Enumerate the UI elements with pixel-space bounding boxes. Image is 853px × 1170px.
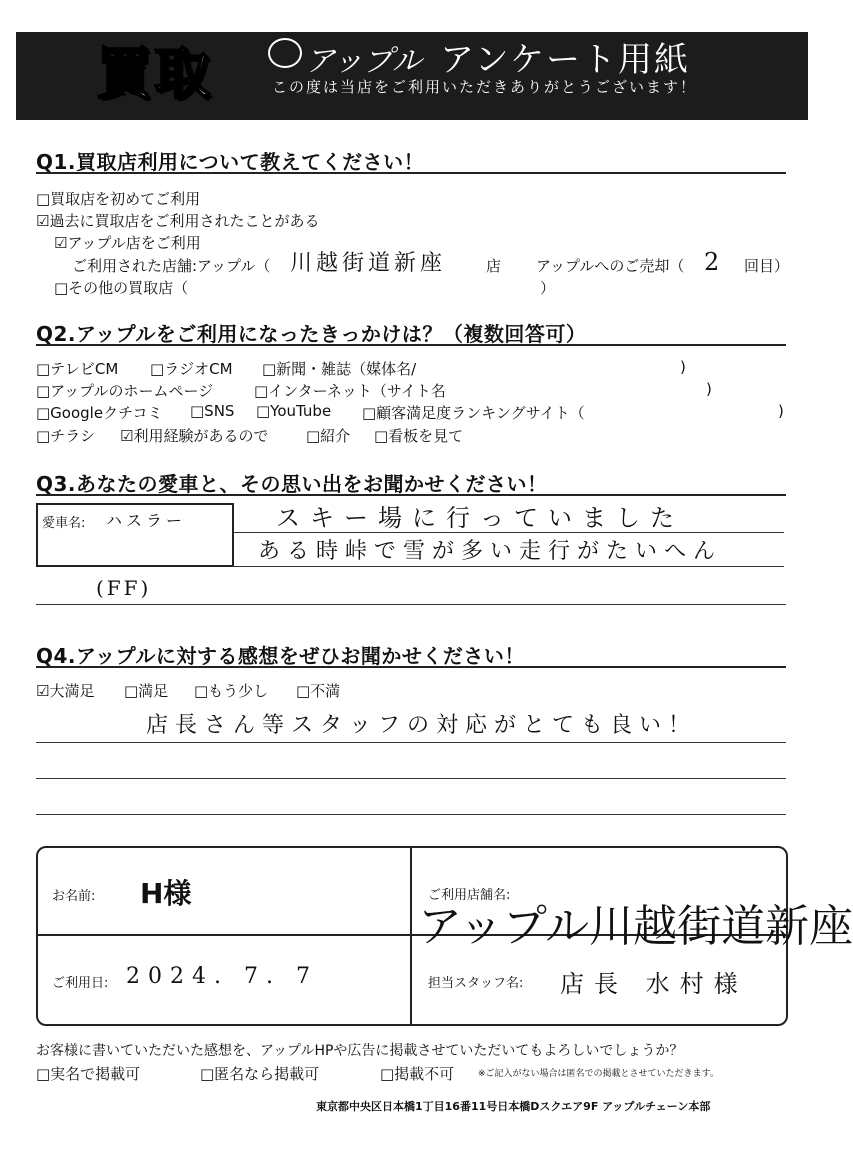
q3-title: Q3.あなたの愛車と、その思い出をお聞かせください！ — [36, 472, 548, 496]
company-address: 東京都中央区日本橋1丁目16番11号日本橋Dスクエア9F アップルチェーン本部 — [316, 1100, 711, 1113]
q2-ranking-close: ) — [778, 402, 784, 420]
q2-option-flyer[interactable]: □チラシ — [36, 427, 96, 445]
q2-option-experience[interactable]: ☑利用経験があるので — [120, 427, 269, 445]
q2-option-google[interactable]: □Googleクチコミ — [36, 404, 163, 422]
q4-divider — [36, 666, 786, 668]
q2-option-radio[interactable]: □ラジオCM — [150, 360, 233, 378]
q2-option-internet[interactable]: □インターネット（サイト名 — [254, 382, 446, 400]
q2-option-homepage[interactable]: □アップルのホームページ — [36, 382, 214, 400]
car-name-label: 愛車名: — [42, 516, 86, 531]
q1-divider — [36, 172, 786, 174]
form-title: アンケート用紙 — [440, 40, 690, 80]
q3-line-2 — [232, 566, 784, 567]
q4-option-satisfied[interactable]: □満足 — [124, 682, 169, 700]
car-name-handwritten[interactable]: ハスラー — [106, 511, 187, 530]
brand-name: アップル — [305, 44, 422, 79]
q2-option-referral[interactable]: □紹介 — [306, 427, 351, 445]
q4-option-a-bit-more[interactable]: □もう少し — [194, 682, 269, 700]
q2-internet-close: ) — [706, 380, 712, 398]
q4-title: Q4.アップルに対する感想をぜひお聞かせください！ — [36, 644, 525, 668]
q1-option-other[interactable]: □その他の買取店（ — [54, 279, 189, 297]
q4-handwritten-comment[interactable]: 店長さん等スタッフの対応がとても良い！ — [146, 713, 698, 738]
staff-name-label: 担当スタッフ名: — [428, 976, 524, 991]
q3-handwritten-line2[interactable]: ある時峠で雪が多い走行がたいへん — [258, 539, 723, 564]
q2-option-sns[interactable]: □SNS — [190, 402, 235, 420]
consent-note: ※ご記入がない場合は匿名での掲載とさせていただきます。 — [478, 1069, 719, 1079]
q3-divider — [36, 494, 786, 496]
q4-line-1 — [36, 742, 786, 743]
q2-option-youtube[interactable]: □YouTube — [256, 402, 332, 420]
q1-count-handwritten[interactable]: 2 — [704, 248, 730, 276]
q1-option-first[interactable]: □買取店を初めてご利用 — [36, 190, 201, 208]
q2-title: Q2.アップルをご利用になったきっかけは？（複数回答可） — [36, 322, 587, 346]
staff-name-value[interactable]: 店長 水村様 — [560, 970, 748, 998]
consent-option-not-allowed[interactable]: □掲載不可 — [380, 1065, 455, 1083]
q2-option-tv[interactable]: □テレビCM — [36, 360, 119, 378]
q2-option-newspaper[interactable]: □新聞・雑誌（媒体名/ — [262, 360, 417, 378]
publish-consent-question: お客様に書いていただいた感想を、アップルHPや広告に掲載させていただいてもよろしいでしょうか？ — [36, 1043, 684, 1059]
q2-option-signboard[interactable]: □看板を見て — [374, 427, 464, 445]
greeting-text: この度は当店をご利用いただきありがとうございます！ — [272, 78, 698, 96]
q1-count-label: アップルへのご売却（ — [536, 257, 685, 275]
q3-line-3 — [36, 604, 786, 605]
visit-date-value[interactable]: 2024. 7. 7 — [126, 964, 318, 989]
name-label: お名前: — [52, 889, 96, 904]
q3-handwritten-line3[interactable]: (FF) — [96, 576, 152, 600]
q1-store-suffix: 店 — [486, 257, 502, 275]
q1-option-apple[interactable]: ☑アップル店をご利用 — [54, 234, 201, 252]
q4-line-2 — [36, 778, 786, 779]
q2-divider — [36, 344, 786, 346]
q4-option-dissatisfied[interactable]: □不満 — [296, 682, 341, 700]
q4-option-very-satisfied[interactable]: ☑大満足 — [36, 682, 95, 700]
q2-option-ranking[interactable]: □顧客満足度ランキングサイト（ — [362, 404, 585, 422]
consent-option-anonymous[interactable]: □匿名なら掲載可 — [200, 1065, 320, 1083]
visit-date-label: ご利用日: — [52, 976, 109, 991]
q1-store-handwritten[interactable]: 川越街道新座 — [290, 251, 447, 276]
brand-logo-icon — [268, 38, 302, 68]
consent-option-real-name[interactable]: □実名で掲載可 — [36, 1065, 141, 1083]
store-name-value[interactable]: アップル川越街道新座 — [418, 901, 853, 952]
name-value[interactable]: H様 — [140, 877, 192, 910]
q1-option-past[interactable]: ☑過去に買取店をご利用されたことがある — [36, 212, 320, 230]
q4-line-3 — [36, 814, 786, 815]
store-name-label: ご利用店舗名: — [428, 888, 511, 903]
q2-newspaper-close: ) — [680, 358, 686, 376]
q1-title: Q1.買取店利用について教えてください！ — [36, 150, 425, 174]
q1-other-close: ） — [540, 279, 556, 297]
q1-store-label: ご利用された店舗:アップル（ — [72, 257, 271, 275]
q1-count-suffix: 回目） — [744, 257, 790, 275]
q3-handwritten-line1[interactable]: スキー場に行っていました — [276, 504, 684, 532]
kaitori-logo: 買取 — [96, 42, 212, 107]
